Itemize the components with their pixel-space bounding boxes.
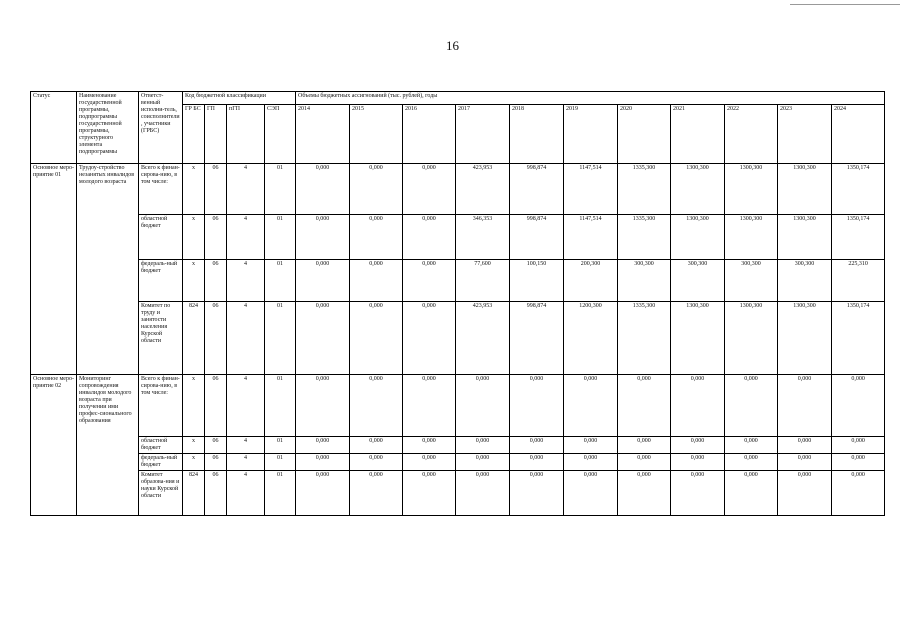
value-cell: 0,000 <box>456 454 510 471</box>
code-cell-gp: 06 <box>205 164 227 215</box>
executor-cell: федераль-ный бюджет <box>139 260 183 302</box>
code-cell-sep: 01 <box>265 215 296 260</box>
code-cell-pgp: 4 <box>227 437 265 454</box>
value-cell: 0,000 <box>510 471 564 516</box>
value-cell: 1300,300 <box>671 164 725 215</box>
value-cell: 0,000 <box>350 454 403 471</box>
value-cell: 0,000 <box>296 215 350 260</box>
value-cell: 0,000 <box>671 375 725 437</box>
code-cell-gp: 06 <box>205 375 227 437</box>
code-cell-grbs: 824 <box>183 471 205 516</box>
value-cell: 300,300 <box>778 260 832 302</box>
value-cell: 0,000 <box>403 302 456 375</box>
header-status: Статус <box>31 92 77 164</box>
executor-cell: Всего к финан-сирова-нию, в том числе: <box>139 164 183 215</box>
table-row <box>31 454 885 471</box>
value-cell: 0,000 <box>296 454 350 471</box>
value-cell: 0,000 <box>618 437 671 454</box>
value-cell: 1350,174 <box>832 215 885 260</box>
value-cell: 0,000 <box>564 375 618 437</box>
value-cell: 0,000 <box>832 437 885 454</box>
value-cell: 225,310 <box>832 260 885 302</box>
table-row <box>31 302 885 375</box>
value-cell: 1300,300 <box>671 302 725 375</box>
value-cell: 0,000 <box>725 437 778 454</box>
value-cell: 0,000 <box>510 375 564 437</box>
value-cell: 1300,300 <box>778 164 832 215</box>
code-cell-sep: 01 <box>265 375 296 437</box>
value-cell: 0,000 <box>456 437 510 454</box>
value-cell: 0,000 <box>403 454 456 471</box>
value-cell: 300,300 <box>618 260 671 302</box>
code-cell-pgp: 4 <box>227 215 265 260</box>
code-cell-grbs: х <box>183 164 205 215</box>
code-cell-sep: 01 <box>265 471 296 516</box>
value-cell: 0,000 <box>403 260 456 302</box>
value-cell: 0,000 <box>618 454 671 471</box>
header-code-col: ГП <box>205 105 227 164</box>
value-cell: 0,000 <box>832 375 885 437</box>
page-number: 16 <box>446 38 459 53</box>
header-year: 2015 <box>350 105 403 164</box>
code-cell-grbs: 824 <box>183 302 205 375</box>
code-cell-sep: 01 <box>265 454 296 471</box>
value-cell: 0,000 <box>403 375 456 437</box>
value-cell: 1335,300 <box>618 302 671 375</box>
value-cell: 998,874 <box>510 164 564 215</box>
value-cell: 0,000 <box>456 471 510 516</box>
value-cell: 0,000 <box>403 164 456 215</box>
value-cell: 0,000 <box>671 471 725 516</box>
value-cell: 0,000 <box>403 471 456 516</box>
value-cell: 423,953 <box>456 164 510 215</box>
value-cell: 200,300 <box>564 260 618 302</box>
value-cell: 300,300 <box>725 260 778 302</box>
code-cell-gp: 06 <box>205 260 227 302</box>
code-cell-grbs: х <box>183 215 205 260</box>
table-row <box>31 437 885 454</box>
header-year: 2014 <box>296 105 350 164</box>
code-cell-gp: 06 <box>205 454 227 471</box>
value-cell: 0,000 <box>725 471 778 516</box>
status-cell: Основное меро-приятие 02 <box>31 375 77 516</box>
header-code-col: ГР БС <box>183 105 205 164</box>
code-cell-gp: 06 <box>205 215 227 260</box>
value-cell: 0,000 <box>350 471 403 516</box>
table-row <box>31 471 885 516</box>
value-cell: 0,000 <box>618 375 671 437</box>
code-cell-gp: 06 <box>205 302 227 375</box>
value-cell: 0,000 <box>456 375 510 437</box>
value-cell: 1335,300 <box>618 215 671 260</box>
header-volume-group: Объемы бюджетных ассигнований (тыс. рублей), годы <box>296 92 885 105</box>
value-cell: 0,000 <box>725 454 778 471</box>
value-cell: 0,000 <box>671 437 725 454</box>
header-executor: Ответст-венный исполни-тель, соисполнители, участники (ГРБС) <box>139 92 183 164</box>
value-cell: 0,000 <box>510 437 564 454</box>
name-cell: Мониторинг сопровождения инвалидов молодого возраста при получении ими профес-сионального образования <box>77 375 139 516</box>
value-cell: 0,000 <box>350 260 403 302</box>
code-cell-pgp: 4 <box>227 471 265 516</box>
value-cell: 0,000 <box>350 302 403 375</box>
code-cell-grbs: х <box>183 454 205 471</box>
table-row <box>31 260 885 302</box>
value-cell: 1350,174 <box>832 164 885 215</box>
code-cell-pgp: 4 <box>227 260 265 302</box>
header-code-group: Код бюджетной классификации <box>183 92 296 105</box>
value-cell: 0,000 <box>618 471 671 516</box>
value-cell: 0,000 <box>403 437 456 454</box>
code-cell-pgp: 4 <box>227 375 265 437</box>
value-cell: 0,000 <box>350 375 403 437</box>
value-cell: 0,000 <box>564 471 618 516</box>
value-cell: 0,000 <box>350 215 403 260</box>
value-cell: 0,000 <box>832 454 885 471</box>
value-cell: 0,000 <box>564 454 618 471</box>
code-cell-grbs: х <box>183 375 205 437</box>
value-cell: 1147,514 <box>564 164 618 215</box>
value-cell: 1300,300 <box>725 302 778 375</box>
header-year: 2018 <box>510 105 564 164</box>
code-cell-sep: 01 <box>265 164 296 215</box>
header-year: 2019 <box>564 105 618 164</box>
header-year: 2021 <box>671 105 725 164</box>
value-cell: 0,000 <box>671 454 725 471</box>
header-code-col: СЭП <box>265 105 296 164</box>
value-cell: 998,874 <box>510 215 564 260</box>
code-cell-sep: 01 <box>265 302 296 375</box>
executor-cell: областной бюджет <box>139 437 183 454</box>
value-cell: 77,600 <box>456 260 510 302</box>
value-cell: 0,000 <box>778 437 832 454</box>
value-cell: 0,000 <box>403 215 456 260</box>
code-cell-grbs: х <box>183 260 205 302</box>
value-cell: 423,953 <box>456 302 510 375</box>
header-year: 2022 <box>725 105 778 164</box>
code-cell-gp: 06 <box>205 437 227 454</box>
value-cell: 1300,300 <box>725 215 778 260</box>
value-cell: 300,300 <box>671 260 725 302</box>
table-row <box>31 215 885 260</box>
value-cell: 346,353 <box>456 215 510 260</box>
header-code-col: пГП <box>227 105 265 164</box>
top-rule <box>790 4 900 5</box>
value-cell: 0,000 <box>296 437 350 454</box>
value-cell: 0,000 <box>296 164 350 215</box>
header-year: 2016 <box>403 105 456 164</box>
value-cell: 1335,300 <box>618 164 671 215</box>
value-cell: 0,000 <box>350 437 403 454</box>
value-cell: 0,000 <box>296 302 350 375</box>
value-cell: 1300,300 <box>778 302 832 375</box>
executor-cell: Комитет по труду и занятости населения Курской области <box>139 302 183 375</box>
code-cell-grbs: х <box>183 437 205 454</box>
header-year: 2023 <box>778 105 832 164</box>
value-cell: 100,150 <box>510 260 564 302</box>
value-cell: 1300,300 <box>725 164 778 215</box>
code-cell-sep: 01 <box>265 437 296 454</box>
value-cell: 1200,300 <box>564 302 618 375</box>
value-cell: 0,000 <box>296 471 350 516</box>
code-cell-sep: 01 <box>265 260 296 302</box>
value-cell: 0,000 <box>350 164 403 215</box>
status-cell: Основное меро-приятие 01 <box>31 164 77 375</box>
value-cell: 0,000 <box>778 471 832 516</box>
value-cell: 0,000 <box>832 471 885 516</box>
header-name: Наименование государственной программы, подпрограммы государственной программы, структурного элемента подпрограммы <box>77 92 139 164</box>
value-cell: 0,000 <box>778 375 832 437</box>
value-cell: 0,000 <box>296 260 350 302</box>
executor-cell: Комитет образова-ния и науки Курской области <box>139 471 183 516</box>
value-cell: 0,000 <box>510 454 564 471</box>
executor-cell: Всего к финан-сирова-нию, в том числе: <box>139 375 183 437</box>
name-cell: Трудоу-стройство незанятых инвалидов молодого возраста <box>77 164 139 375</box>
header-year: 2017 <box>456 105 510 164</box>
executor-cell: федераль-ный бюджет <box>139 454 183 471</box>
code-cell-pgp: 4 <box>227 454 265 471</box>
value-cell: 1300,300 <box>778 215 832 260</box>
table-row <box>31 375 885 437</box>
value-cell: 998,874 <box>510 302 564 375</box>
code-cell-gp: 06 <box>205 471 227 516</box>
value-cell: 0,000 <box>296 375 350 437</box>
value-cell: 1147,514 <box>564 215 618 260</box>
budget-table <box>30 91 885 516</box>
table-row <box>31 164 885 215</box>
value-cell: 1300,300 <box>671 215 725 260</box>
executor-cell: областной бюджет <box>139 215 183 260</box>
value-cell: 0,000 <box>564 437 618 454</box>
value-cell: 0,000 <box>725 375 778 437</box>
header-year: 2020 <box>618 105 671 164</box>
code-cell-pgp: 4 <box>227 164 265 215</box>
value-cell: 0,000 <box>778 454 832 471</box>
header-year: 2024 <box>832 105 885 164</box>
value-cell: 1350,174 <box>832 302 885 375</box>
code-cell-pgp: 4 <box>227 302 265 375</box>
